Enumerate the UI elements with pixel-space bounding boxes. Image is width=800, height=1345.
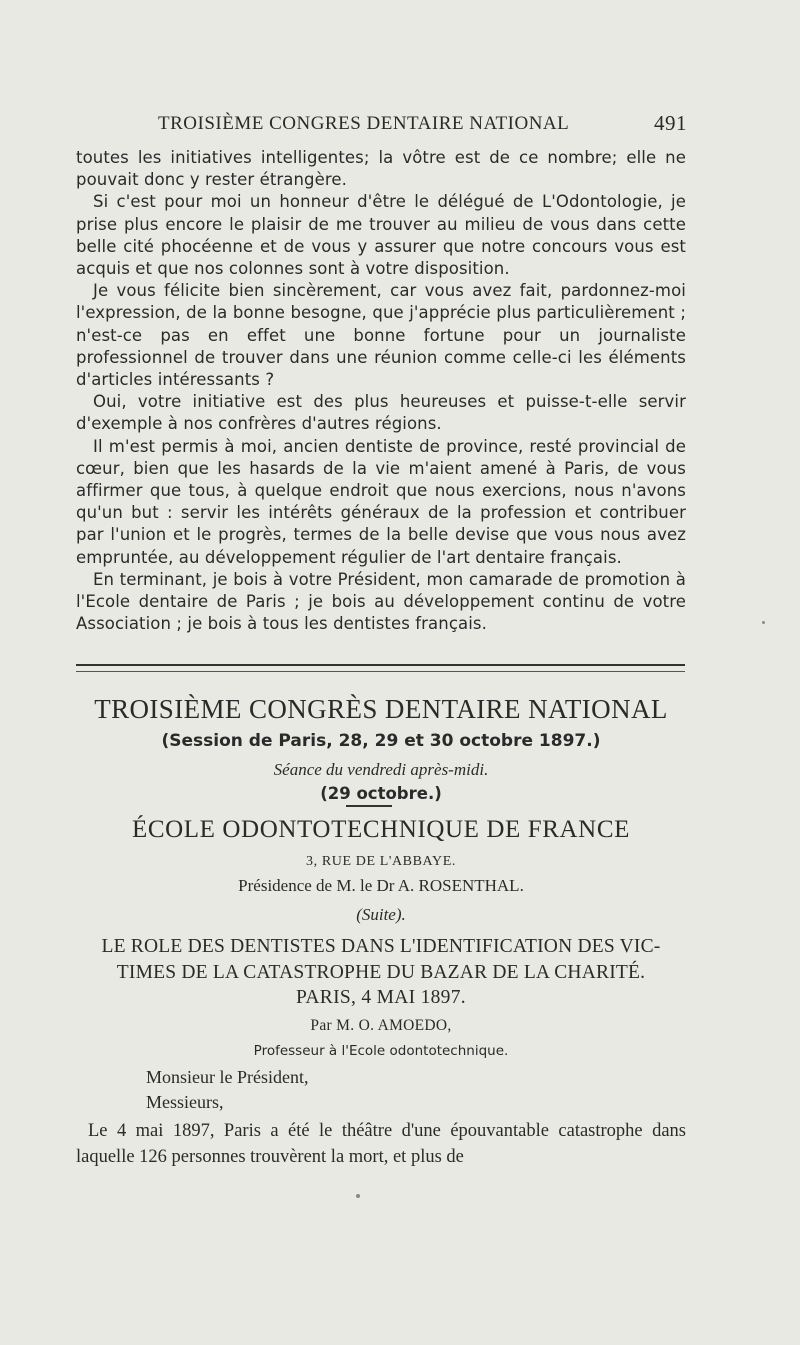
running-title: TROISIÈME CONGRES DENTAIRE NATIONAL [158, 113, 570, 134]
speech-text [76, 147, 686, 635]
paper-speck [762, 621, 765, 624]
salutation-line: Monsieur le Président, [146, 1067, 309, 1087]
author-role: Professeur à l'Ecole odontotechnique. [253, 1043, 509, 1059]
paragraph: Il m'est permis à moi, ancien dentiste de province, resté provincial de cœur, bien que les hasards de la vie m'aient amené à Paris, de vous affirmer que tous, à quelque endroit que nous exercions, nous n'avons qu'un but : servir les intérêts généraux de la profession et contribuer par l'union et le progrès, termes de la belle devise que vous nous avez empruntée, au développement régulier de l'art dentaire français. [76, 436, 686, 567]
suite-line: (Suite). [356, 905, 406, 924]
article-title [76, 934, 686, 986]
paragraph: toutes les initiatives intelligentes; la vôtre est de ce nombre; elle ne pouvait donc y rester étrangère. [76, 148, 686, 190]
school-address: 3, RUE DE L'ABBAYE. [306, 854, 456, 869]
short-divider [346, 805, 392, 807]
paragraph: Oui, votre initiative est des plus heureuses et puisse-t-elle servir d'exemple à nos confrères d'autres régions. [76, 392, 686, 434]
article-place-date: PARIS, 4 MAI 1897. [296, 987, 466, 1008]
date-line: (29 octobre.) [320, 784, 442, 803]
presidence-line: Présidence de M. le Dr A. ROSENTHAL. [238, 876, 524, 895]
school-title: ÉCOLE ODONTOTECHNIQUE DE FRANCE [132, 816, 630, 843]
article-title-line: LE ROLE DES DENTISTES DANS L'IDENTIFICATION DES VIC- [101, 936, 661, 957]
author-line: Par M. O. AMOEDO, [310, 1017, 452, 1034]
paper-speck [356, 1194, 360, 1198]
session-line: (Session de Paris, 28, 29 et 30 octobre 1897.) [161, 731, 601, 751]
article-title-line: TIMES DE LA CATASTROPHE DU BAZAR DE LA CHARITÉ. [116, 962, 646, 983]
salutation-line: Messieurs, [146, 1092, 224, 1112]
article-paragraph: Le 4 mai 1897, Paris a été le théâtre d'une épouvantable catastrophe dans laquelle 126 personnes trouvèrent la mort, et plus de [76, 1121, 686, 1167]
section-divider [76, 664, 685, 672]
seance-line: Séance du vendredi après-midi. [273, 760, 489, 779]
paragraph: Si c'est pour moi un honneur d'être le délégué de L'Odontologie, je prise plus encore le plaisir de me trouver au milieu de vous dans cette belle cité phocéenne et de vous y assurer que notre concours vous est acquis et que nos colonnes sont à votre disposition. [76, 192, 686, 279]
congress-title: TROISIÈME CONGRÈS DENTAIRE NATIONAL [94, 694, 668, 724]
paragraph: En terminant, je bois à votre Président, mon camarade de promotion à l'Ecole dentaire de Paris ; je bois au développement continu de votre Association ; je bois à tous les dentistes français. [76, 569, 686, 634]
page-number: 491 [654, 111, 687, 135]
paragraph: Je vous félicite bien sincèrement, car vous avez fait, pardonnez-moi l'expression, de la bonne besogne, que j'apprécie plus particulièrement ; n'est-ce pas en effet une bonne fortune pour un journaliste professionnel de trouver dans une réunion comme celle-ci les éléments d'articles intéressants ? [76, 281, 686, 390]
